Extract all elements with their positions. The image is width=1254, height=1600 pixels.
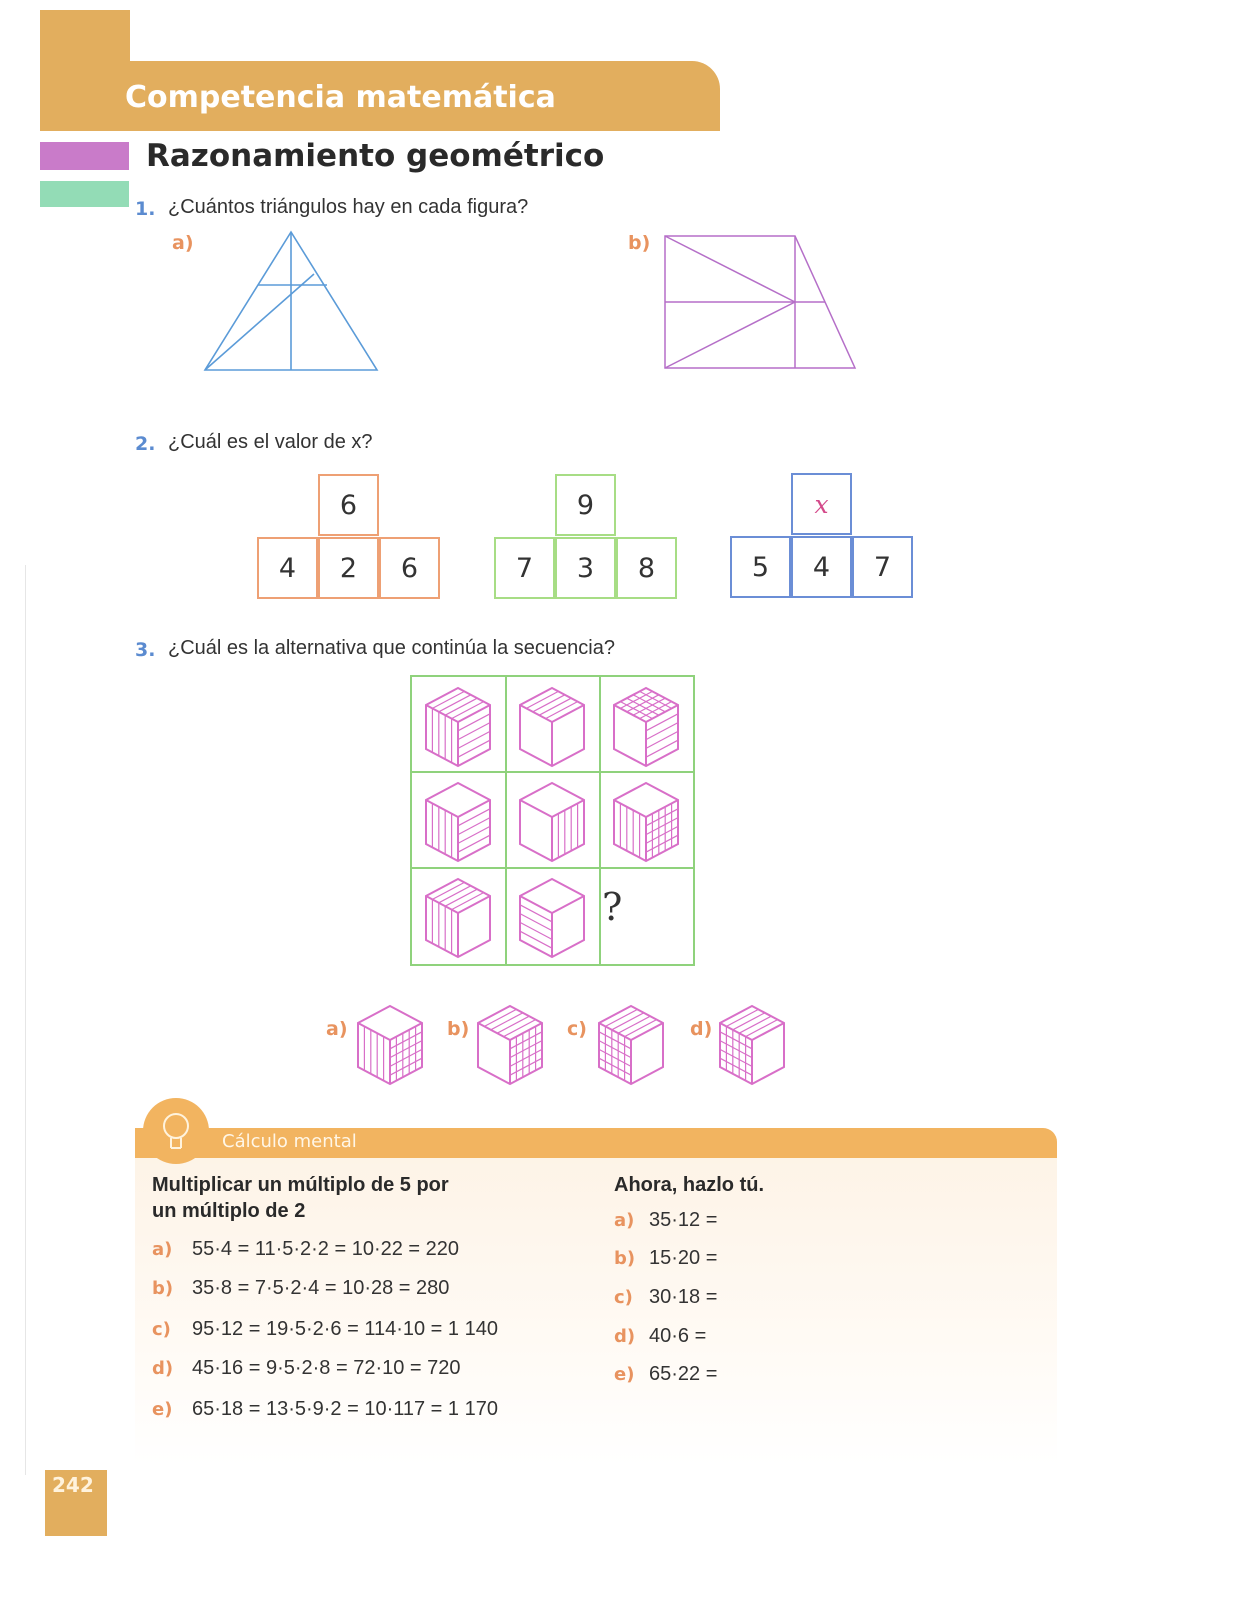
grid-divider xyxy=(599,677,601,964)
question-1-text: ¿Cuántos triángulos hay en cada figura? xyxy=(168,196,529,218)
example-expression: 65·18 = 13·5·9·2 = 10·117 = 1 170 xyxy=(192,1398,498,1420)
cube-icon xyxy=(418,873,498,963)
option-b-cube-icon[interactable] xyxy=(470,1000,550,1090)
question-1-label-a: a) xyxy=(172,232,194,254)
cube-icon xyxy=(418,682,498,772)
exercise-label: d) xyxy=(614,1326,636,1347)
number-cell: 3 xyxy=(555,537,616,599)
exercise-label: a) xyxy=(614,1210,635,1231)
option-label-a: a) xyxy=(326,1018,348,1040)
question-3-number: 3. xyxy=(135,639,156,661)
example-expression: 55·4 = 11·5·2·2 = 10·22 = 220 xyxy=(192,1238,460,1260)
number-cell: 2 xyxy=(318,537,379,599)
example-label: a) xyxy=(152,1239,173,1260)
number-cell: 4 xyxy=(791,536,852,598)
example-label: b) xyxy=(152,1278,174,1299)
lightbulb-icon-glyph xyxy=(143,1098,209,1164)
question-2-text: ¿Cuál es el valor de x? xyxy=(168,431,373,453)
example-label: d) xyxy=(152,1358,174,1379)
cube-icon xyxy=(606,777,686,867)
page-number: 242 xyxy=(52,1473,94,1497)
example-label: c) xyxy=(152,1319,171,1340)
mental-left-heading-line1: Multiplicar un múltiplo de 5 por xyxy=(152,1174,449,1196)
question-3-text: ¿Cuál es la alternativa que continúa la secuencia? xyxy=(168,637,615,659)
number-cell: 4 xyxy=(257,537,318,599)
mental-left-heading-line2: un múltiplo de 2 xyxy=(152,1200,306,1222)
exercise-expression: 40·6 = xyxy=(649,1325,707,1347)
grid-divider xyxy=(505,677,507,964)
triangle-figure-a xyxy=(195,225,395,380)
option-label-b: b) xyxy=(447,1018,470,1040)
number-cell: 7 xyxy=(494,537,555,599)
exercise-expression: 65·22 = xyxy=(649,1363,718,1385)
exercise-expression: 30·18 = xyxy=(649,1286,718,1308)
missing-cell-question-mark: ? xyxy=(602,885,623,929)
grid-divider xyxy=(412,867,693,869)
number-cell: 5 xyxy=(730,536,791,598)
option-label-c: c) xyxy=(567,1018,587,1040)
triangle-figure-b xyxy=(655,228,870,378)
decorative-bar-pink xyxy=(40,142,129,170)
exercise-expression: 35·12 = xyxy=(649,1209,718,1231)
question-1-label-b: b) xyxy=(628,232,651,254)
option-d-cube-icon[interactable] xyxy=(712,1000,792,1090)
mental-left-heading xyxy=(152,1172,449,1224)
cube-icon xyxy=(606,682,686,772)
exercise-label: c) xyxy=(614,1287,633,1308)
example-label: e) xyxy=(152,1399,173,1420)
exercise-expression: 15·20 = xyxy=(649,1247,718,1269)
number-cell: 6 xyxy=(379,537,440,599)
number-cell: 7 xyxy=(852,536,913,598)
cube-icon xyxy=(418,777,498,867)
lightbulb-icon xyxy=(143,1098,209,1164)
option-a-cube-icon[interactable] xyxy=(350,1000,430,1090)
cube-icon xyxy=(512,777,592,867)
option-label-d: d) xyxy=(690,1018,713,1040)
number-cell: 8 xyxy=(616,537,677,599)
page-edge-line xyxy=(25,565,26,1475)
mental-calc-title: Cálculo mental xyxy=(222,1131,357,1152)
number-cell-top: 9 xyxy=(555,474,616,536)
example-expression: 35·8 = 7·5·2·4 = 10·28 = 280 xyxy=(192,1277,450,1299)
question-2-number: 2. xyxy=(135,433,156,455)
example-expression: 45·16 = 9·5·2·8 = 72·10 = 720 xyxy=(192,1357,461,1379)
cube-icon xyxy=(512,873,592,963)
number-cell-top-unknown xyxy=(791,473,852,535)
exercise-label: b) xyxy=(614,1248,636,1269)
mental-right-heading: Ahora, hazlo tú. xyxy=(614,1174,764,1196)
number-cell-top: 6 xyxy=(318,474,379,536)
unknown-x: x xyxy=(814,489,829,519)
question-1-number: 1. xyxy=(135,198,156,220)
decorative-bar-green xyxy=(40,181,129,207)
cube-icon xyxy=(512,682,592,772)
exercise-label: e) xyxy=(614,1364,635,1385)
option-c-cube-icon[interactable] xyxy=(591,1000,671,1090)
page-title: Competencia matemática xyxy=(125,80,556,115)
example-expression: 95·12 = 19·5·2·6 = 114·10 = 1 140 xyxy=(192,1318,498,1340)
section-title: Razonamiento geométrico xyxy=(146,138,605,174)
